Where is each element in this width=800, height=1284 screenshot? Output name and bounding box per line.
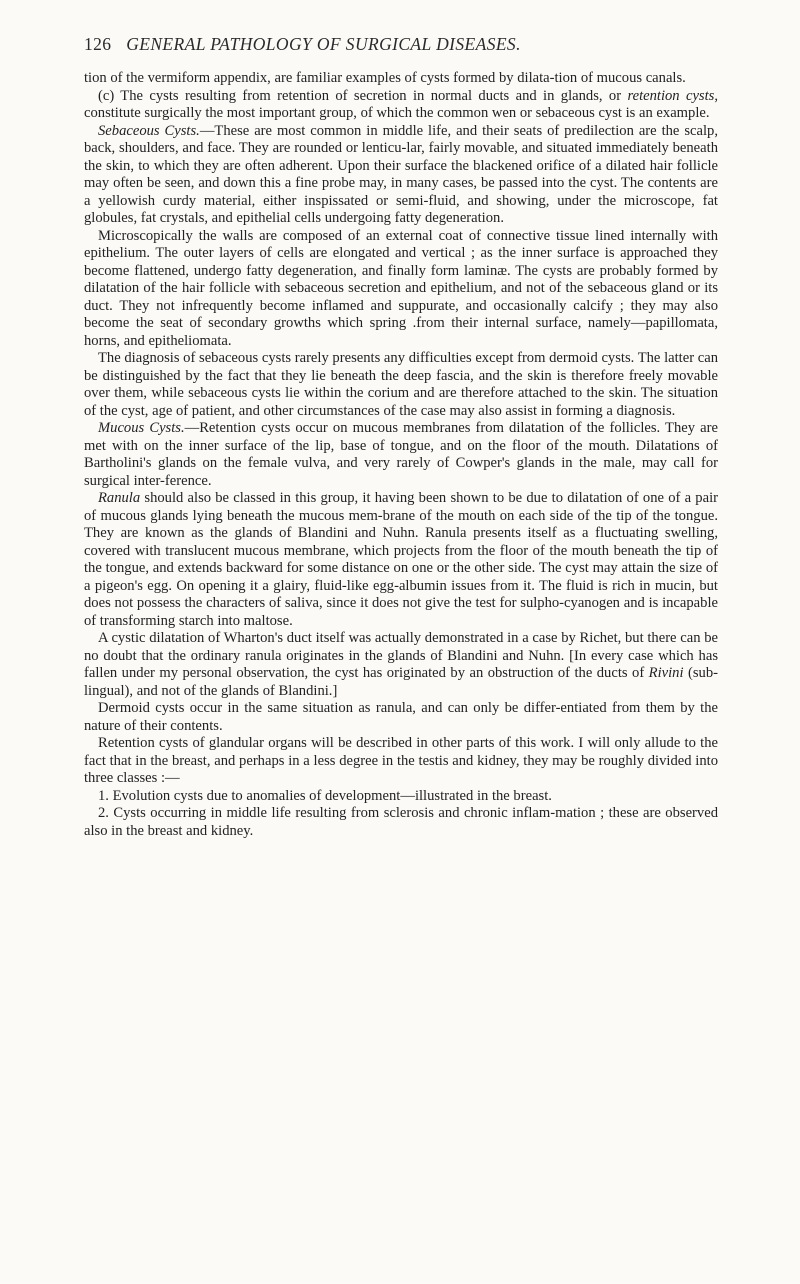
paragraph xyxy=(84,123,718,228)
paragraph xyxy=(84,70,718,88)
text-run: Microscopically the walls are composed of an external coat of connective tissue lined internally with epithelium. The outer layers of cells are elongated and vertical ; as the inner surface is approached they become flattened, undergo fatty degeneration, and finally form laminæ. The cysts are probably formed by dilatation of the hair follicle with sebaceous secretion and epithelium, and not of the sebaceous gland or its duct. They not infrequently become inflamed and suppurate, and occasionally calcify ; they may also become the seat of secondary growths which spring .from their internal surface, namely—papillomata, horns, and epitheliomata. xyxy=(84,227,718,349)
italic-text: Rivini xyxy=(648,665,684,681)
text-run: 1. Evolution cysts due to anomalies of development—illustrated in the breast. xyxy=(98,787,552,804)
italic-text: Ranula xyxy=(98,490,141,506)
text-run: The diagnosis of sebaceous cysts rarely presents any difficulties except from dermoid cysts. The latter can be distinguished by the fact that they lie beneath the deep fascia, and the skin is therefore freely movable over them, while sebaceous cysts lie within the corium and are therefore attached to the skin. The situation of the cyst, age of patient, and other circumstances of the case may also assist in forming a diagnosis. xyxy=(84,350,718,419)
text-run: 2. Cysts occurring in middle life resulting from sclerosis and chronic inflam-mation ; these are observed also in the breast and kidney. xyxy=(84,805,718,839)
paragraph xyxy=(84,350,718,420)
paragraph xyxy=(84,735,718,788)
text-run: —Retention cysts occur on mucous membranes from dilatation of the follicles. They are met with on the inner surface of the lip, base of tongue, and on the floor of the mouth. Dilatations of Bartholini's glands on the female vulva, and very rarely of Cowper's glands in the male, may call for surgical inter-ference. xyxy=(84,420,718,489)
text-run: tion of the vermiform appendix, are familiar examples of cysts formed by dilata-tion of mucous canals. xyxy=(84,70,686,86)
text-run: , constitute surgically the most important group, of which the common wen or sebaceous cyst is an example. xyxy=(84,87,719,121)
text-run: (c) The cysts resulting from retention of secretion in normal ducts and in glands, or xyxy=(98,87,628,104)
text-run: (sub-lingual), and not of the glands of Blandini.] xyxy=(84,665,718,699)
paragraph xyxy=(84,630,718,700)
paragraph xyxy=(84,228,718,351)
page-number: 126 xyxy=(84,34,112,54)
text-run: should also be classed in this group, it having been shown to be due to dilatation of one of a pair of mucous glands lying beneath the mucous mem-brane of the mouth on each side of the tip of the tongue. They are known as the glands of Blandini and Nuhn. Ranula presents itself as a fluctuating swelling, covered with translucent mucous membrane, which projects from the floor of the mouth beneath the tip of the tongue, and extends backward for some distance on one or the other side. The cyst may attain the size of a pigeon's egg. On opening it a glairy, fluid-like egg-albumin issues from it. The fluid is rich in mucin, but does not possess the characters of saliva, since it does not give the test for sulpho-cyanogen and is incapable of transforming starch into maltose. xyxy=(84,490,718,629)
paragraph xyxy=(84,420,718,490)
italic-text: Sebaceous Cysts. xyxy=(98,122,200,139)
italic-text: retention cysts xyxy=(627,87,715,104)
body-text xyxy=(84,70,718,840)
paragraph xyxy=(84,788,718,806)
paragraph xyxy=(84,490,718,630)
italic-text: Mucous Cysts. xyxy=(98,420,185,436)
text-run: Retention cysts of glandular organs will be described in other parts of this work. I will only allude to the fact that in the breast, and perhaps in a less degree in the testis and kidney, they may be roughly divided into three classes :— xyxy=(84,735,718,786)
running-header xyxy=(84,34,724,55)
paragraph xyxy=(84,805,718,840)
paragraph xyxy=(84,88,718,123)
paragraph xyxy=(84,700,718,735)
running-title: GENERAL PATHOLOGY OF SURGICAL DISEASES. xyxy=(126,34,521,54)
text-run: Dermoid cysts occur in the same situation as ranula, and can only be differ-entiated from them by the nature of their contents. xyxy=(84,700,718,734)
text-run: —These are most common in middle life, and their seats of predilection are the scalp, back, shoulders, and face. They are rounded or lenticu-lar, fairly movable, and situated immediately beneath the skin, to which they are often adherent. Upon their surface the blackened orifice of a dilated hair follicle may often be seen, and down this a fine probe may, in many cases, be passed into the cyst. The contents are a yellowish curdy material, either inspissated or semi-fluid, and showing, under the microscope, fat globules, fat crystals, and epithelial cells undergoing fatty degeneration. xyxy=(84,122,718,226)
text-run: A cystic dilatation of Wharton's duct itself was actually demonstrated in a case by Richet, but there can be no doubt that the ordinary ranula originates in the glands of Blandini and Nuhn. [In every case which has fallen under my personal observation, the cyst has originated by an obstruction of the ducts of xyxy=(84,630,718,681)
